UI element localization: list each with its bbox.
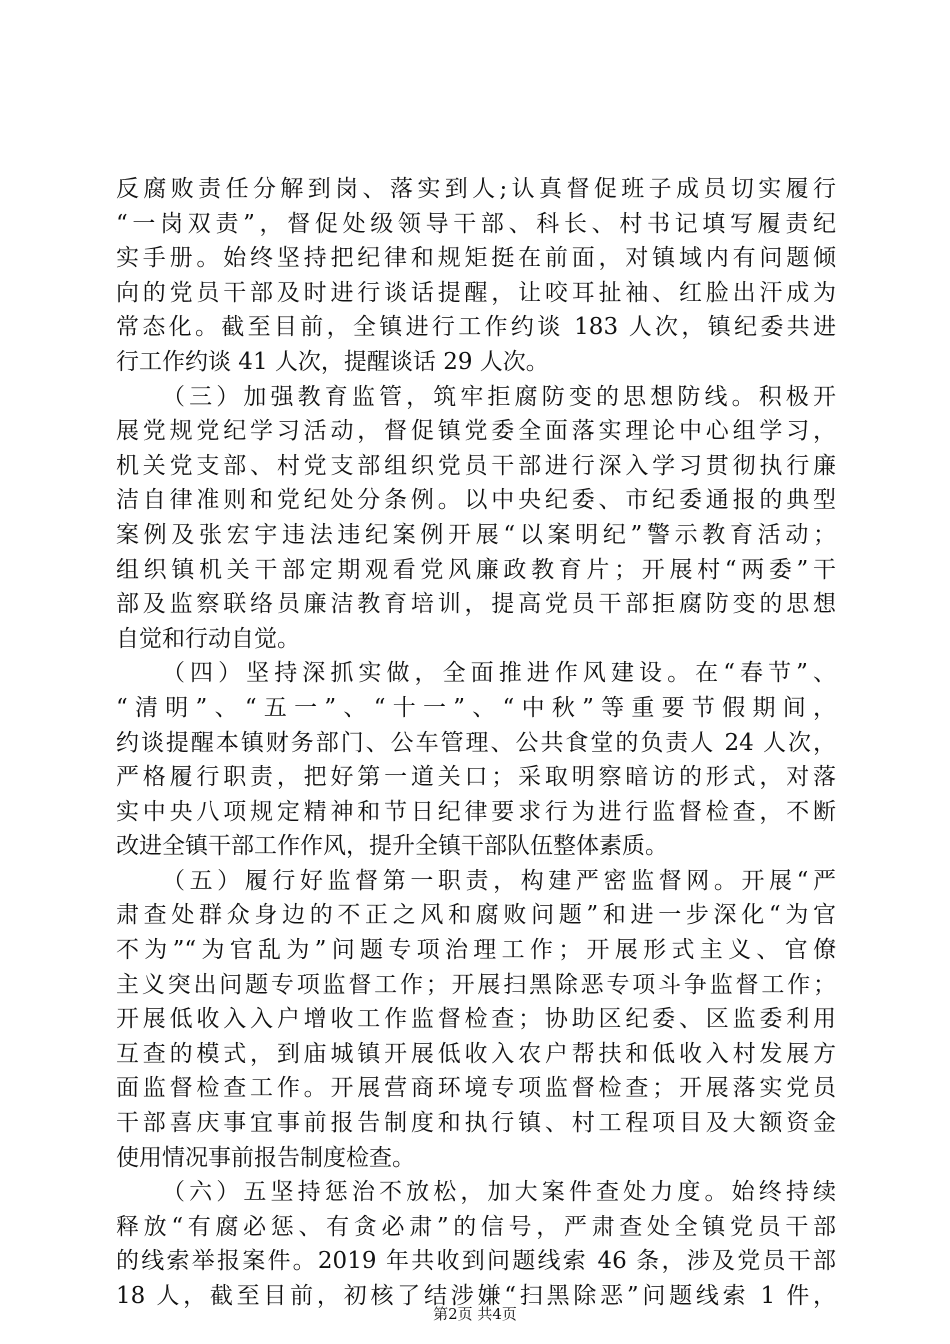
text-line: 洁自律准则和党纪处分条例。以中央纪委、市纪委通报的典型	[116, 487, 836, 514]
text-line: 开展低收入入户增收工作监督检查；协助区纪委、区监委利用	[116, 1006, 836, 1033]
text-line: 约谈提醒本镇财务部门、公车管理、公共食堂的负责人 24 人次，	[116, 729, 836, 756]
text-line: 自觉和行动自觉。	[116, 625, 300, 652]
text-line: 的线索举报案件。2019 年共收到问题线索 46 条，涉及党员干部	[116, 1248, 836, 1275]
text-line: 改进全镇干部工作作风，提升全镇干部队伍整体素质。	[116, 833, 668, 860]
text-line: 严格履行职责，把好第一道关口；采取明察暗访的形式，对落	[116, 764, 836, 791]
text-line: 实手册。始终坚持把纪律和规矩挺在前面，对镇域内有问题倾	[116, 245, 836, 272]
text-line: “一岗双责”，督促处级领导干部、科长、村书记填写履责纪	[116, 210, 836, 237]
text-line: 向的党员干部及时进行谈话提醒，让咬耳扯袖、红脸出汗成为	[116, 279, 836, 306]
text-line: “清明”、“五一”、“十一”、“中秋”等重要节假期间，	[116, 694, 836, 721]
text-line: 主义突出问题专项监督工作；开展扫黑除恶专项斗争监督工作；	[116, 971, 836, 998]
text-line: 不为”“为官乱为”问题专项治理工作；开展形式主义、官僚	[116, 937, 836, 964]
text-line: 干部喜庆事宜事前报告制度和执行镇、村工程项目及大额资金	[116, 1110, 836, 1137]
text-line: 展党规党纪学习活动，督促镇党委全面落实理论中心组学习，	[116, 418, 836, 445]
paragraph-start: （四）坚持深抓实做，全面推进作风建设。在“春节”、	[162, 660, 836, 687]
text-line: 18 人，截至目前，初核了结涉嫌“扫黑除恶”问题线索 1 件，	[116, 1283, 836, 1309]
text-line: 释放“有腐必惩、有贪必肃”的信号，严肃查处全镇党员干部	[116, 1213, 836, 1240]
text-line: 实中央八项规定精神和节日纪律要求行为进行监督检查，不断	[116, 798, 836, 825]
text-line: 反腐败责任分解到岗、落实到人;认真督促班子成员切实履行	[116, 176, 836, 202]
text-line: 互查的模式，到庙城镇开展低收入农户帮扶和低收入村发展方	[116, 1040, 836, 1067]
text-line: 使用情况事前报告制度检查。	[116, 1144, 415, 1171]
paragraph-start: （六）五坚持惩治不放松，加大案件查处力度。始终持续	[162, 1179, 836, 1206]
text-line: 机关党支部、村党支部组织党员干部进行深入学习贯彻执行廉	[116, 452, 836, 479]
text-line: 行工作约谈 41 人次，提醒谈话 29 人次。	[116, 348, 549, 375]
text-line: 常态化。截至目前，全镇进行工作约谈 183 人次，镇纪委共进	[116, 314, 836, 341]
text-line: 面监督检查工作。开展营商环境专项监督检查；开展落实党员	[116, 1075, 836, 1102]
paragraph-start: （五）履行好监督第一职责，构建严密监督网。开展“严	[162, 867, 836, 894]
text-line: 部及监察联络员廉洁教育培训，提高党员干部拒腐防变的思想	[116, 591, 836, 618]
body-text	[116, 172, 836, 1314]
page-number: 第2页 共4页	[433, 1305, 517, 1323]
paragraph-start: （三）加强教育监管，筑牢拒腐防变的思想防线。积极开	[162, 383, 836, 410]
text-line: 案例及张宏宇违法违纪案例开展“以案明纪”警示教育活动；	[116, 521, 836, 548]
text-line: 肃查处群众身边的不正之风和腐败问题”和进一步深化“为官	[116, 902, 836, 929]
text-line: 组织镇机关干部定期观看党风廉政教育片；开展村“两委”干	[116, 556, 836, 583]
page-footer	[0, 1304, 950, 1324]
